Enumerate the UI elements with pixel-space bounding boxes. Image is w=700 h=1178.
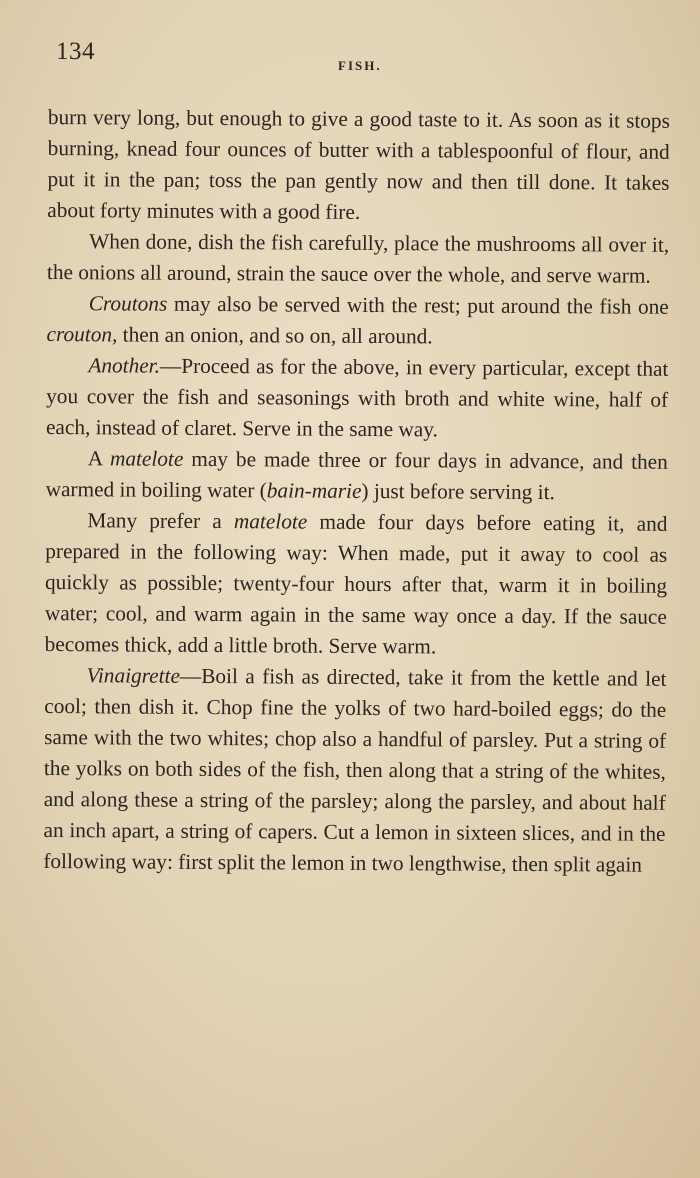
- paragraph-p2: [47, 226, 669, 292]
- paragraph-text: Many prefer a: [87, 508, 235, 534]
- paragraph-text: burn very long, but enough to give a good taste to it. As soon as it stops burning, knead four ounces of butter with a tablespoonful of flour, and put it in the pan; toss the pan gently now and then till done. It takes about forty minutes with a good fire.: [47, 104, 670, 224]
- paragraph-text: —Boil a fish as directed, take it from the kettle and let cool; then dish it. Chop fine the yolks of two hard-boiled eggs; do the same with the two whites; chop also a handful of parsley. Put a string of the yolks on both sides of the fish, then along that a string of the whites, and along these a string of the parsley; along the parsley, and about half an inch apart, a string of capers. Cut a lemon in sixteen slices, and in the following way: first split the lemon in two lengthwise, then split again: [43, 663, 667, 877]
- body-text: [43, 102, 670, 881]
- italic-text: Croutons: [88, 291, 168, 316]
- paragraph-text: ) just before serving it.: [361, 478, 555, 505]
- paragraph-p1: [47, 102, 670, 230]
- paragraph-text: —Proceed as for the above, in every particular, except that you cover the fish and seasonings with broth and white wine, half of each, instead of claret. Serve in the same way.: [45, 353, 669, 442]
- paragraph-text: made four days before eating it, and prepared in the following way: When made, put it away to cool as quickly as possible; twenty-four hours after that, warm it in boiling water; cool, and warm again in the same way once a day. If the sauce becomes thick, add a little broth. Serve warm.: [44, 509, 668, 659]
- running-head: FISH.: [338, 58, 382, 73]
- paragraph-text: When done, dish the fish carefully, place the mushrooms all over it, the onions all around, strain the sauce over the whole, and serve warm.: [46, 229, 670, 288]
- italic-text: matelote: [109, 446, 184, 471]
- italic-text: Another.: [88, 353, 161, 378]
- paragraph-p7: [43, 660, 666, 881]
- paragraph-text: A: [87, 446, 111, 471]
- paragraph-text: then an onion, and so on, all around.: [117, 322, 433, 349]
- page-number: 134: [56, 38, 95, 65]
- paragraph-p3: [46, 288, 668, 354]
- italic-text: crouton,: [46, 321, 118, 347]
- italic-text: bain-marie: [266, 478, 362, 503]
- italic-text: matelote: [233, 509, 308, 534]
- paragraph-p5: [46, 443, 668, 509]
- paragraph-text: may be made three or four days in advance, and then warmed in boiling water (: [45, 446, 668, 503]
- paragraph-p4: [46, 350, 669, 447]
- italic-text: Vinaigrette: [86, 663, 181, 688]
- paragraph-text: may also be served with the rest; put around the fish one: [167, 291, 669, 319]
- paragraph-p6: [45, 505, 668, 664]
